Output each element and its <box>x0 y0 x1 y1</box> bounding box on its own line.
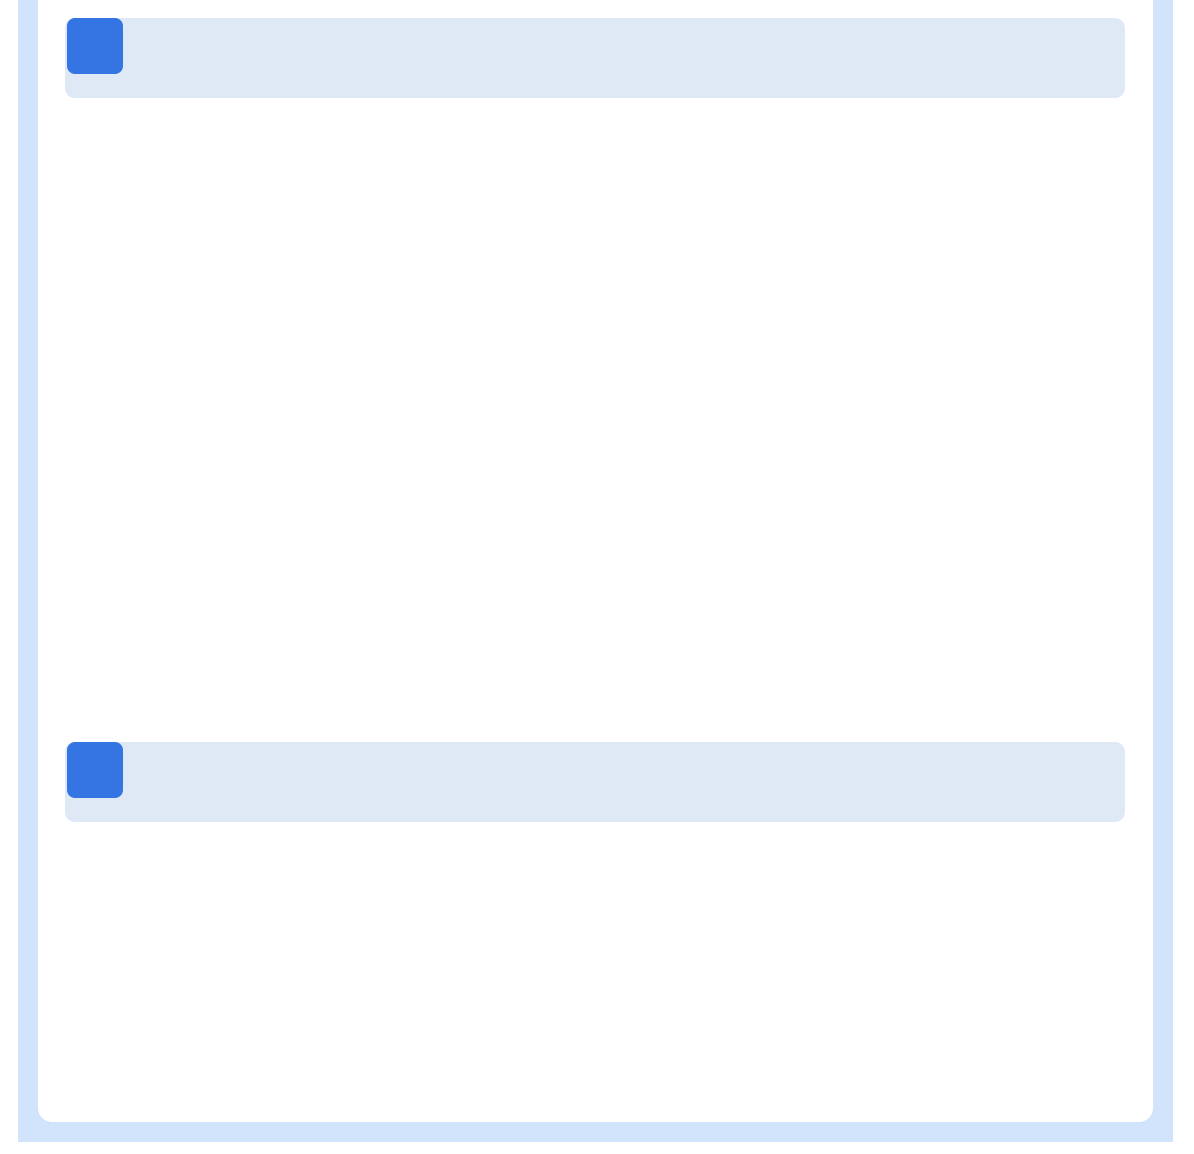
followup-card <box>65 742 1125 822</box>
followup-badge <box>67 742 123 798</box>
chat-panel <box>38 0 1153 1122</box>
question-card <box>65 18 1125 98</box>
question-badge <box>67 18 123 74</box>
